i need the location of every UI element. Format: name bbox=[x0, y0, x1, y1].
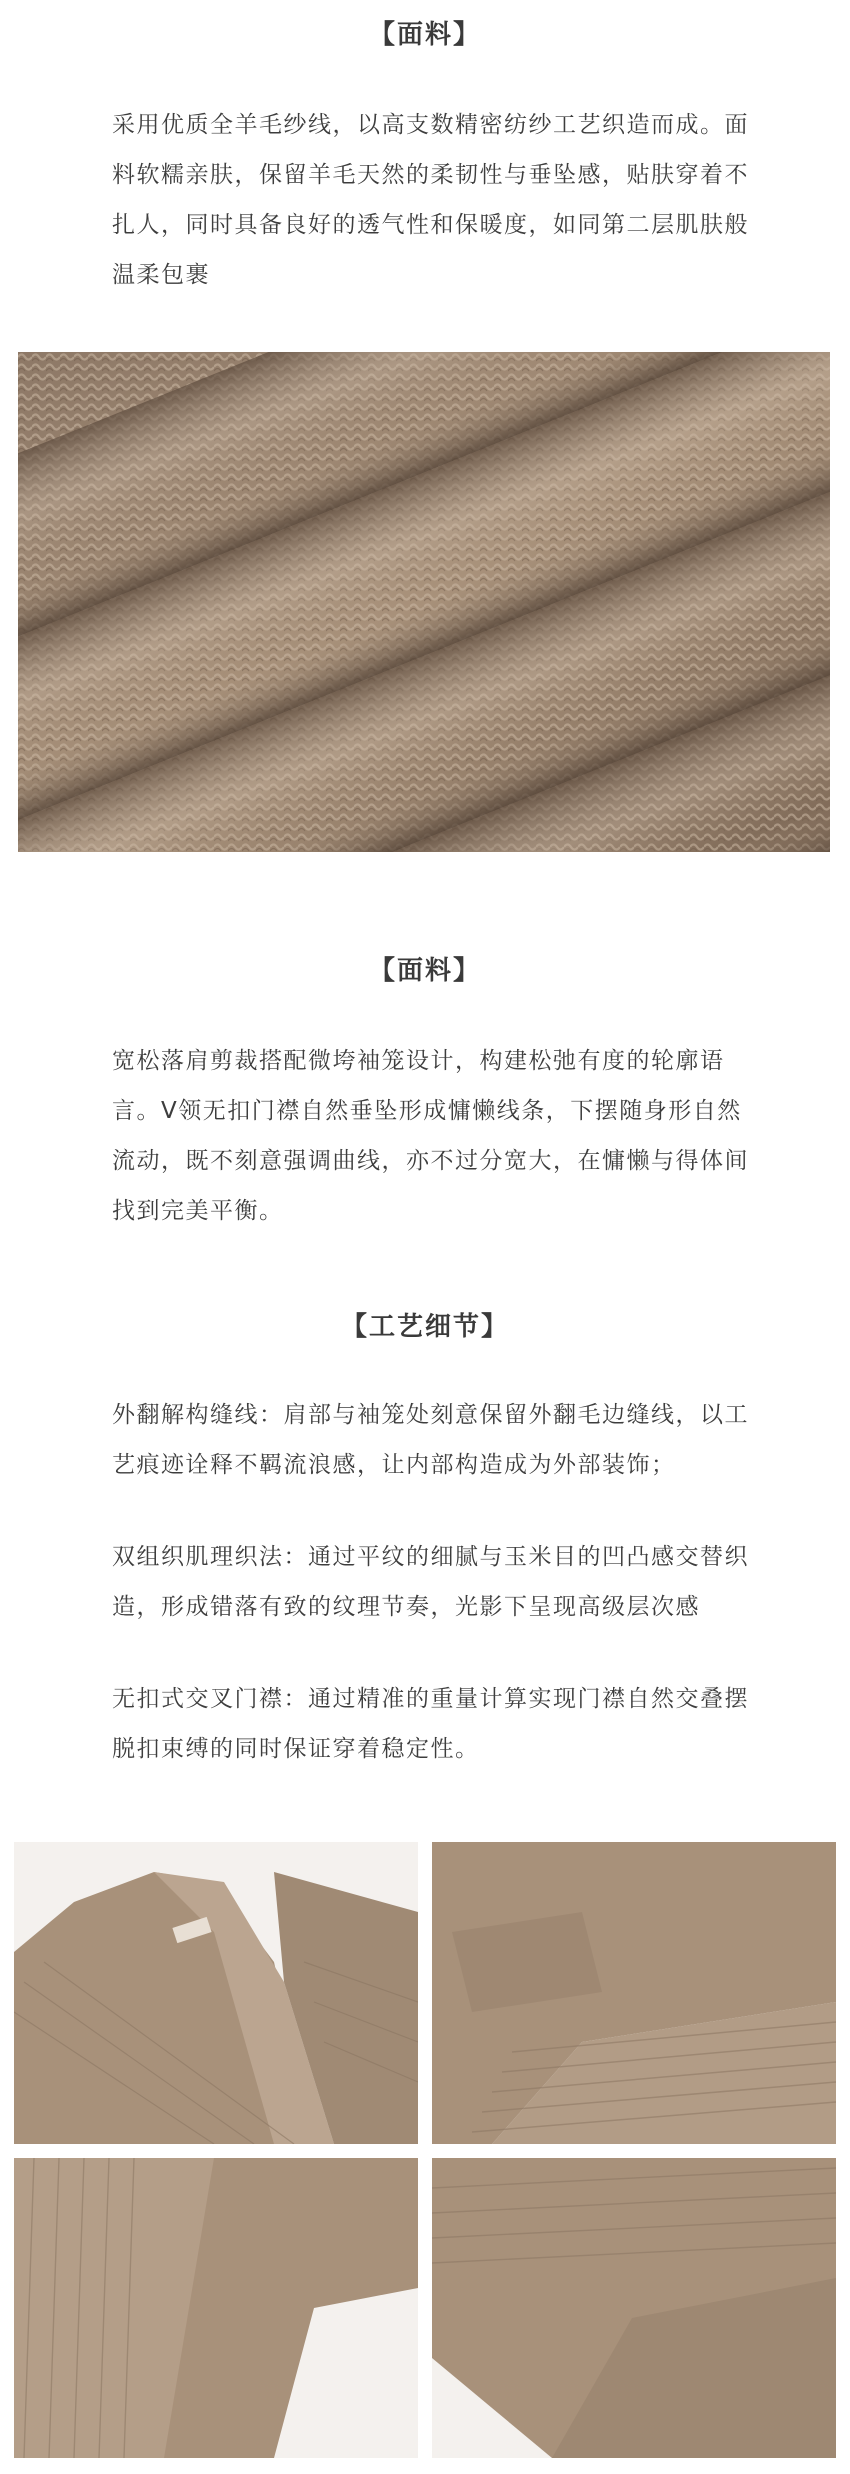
detail-photo-collar bbox=[14, 1842, 418, 2144]
section-heading-fabric: 【面料】 bbox=[368, 20, 481, 50]
craft-detail-seams bbox=[112, 1390, 752, 1490]
paragraph: 无扣式交叉门襟：通过精准的重量计算实现门襟自然交叠摆脱扣束缚的同时保证穿着稳定性。 bbox=[112, 1686, 749, 1762]
section-heading-fabric-2: 【面料】 bbox=[368, 956, 481, 986]
detail-photo-hem bbox=[432, 2158, 836, 2458]
paragraph: 采用优质全羊毛纱线，以高支数精密纺纱工艺织造而成。面料软糯亲肤，保留羊毛天然的柔韧性与垂坠感，贴肤穿着不扎人，同时具备良好的透气性和保暖度，如同第二层肌肤般温柔包裹 bbox=[112, 112, 749, 288]
paragraph: 双组织肌理织法：通过平纹的细腻与玉米目的凹凸感交替织造，形成错落有致的纹理节奏，光影下呈现高级层次感 bbox=[112, 1544, 749, 1620]
paragraph: 宽松落肩剪裁搭配微垮袖笼设计，构建松弛有度的轮廓语言。V领无扣门襟自然垂坠形成慵懒线条，下摆随身形自然流动，既不刻意强调曲线，亦不过分宽大，在慵懒与得体间找到完美平衡。 bbox=[112, 1048, 749, 1224]
fabric-description bbox=[112, 100, 752, 300]
craft-detail-weave bbox=[112, 1532, 752, 1632]
detail-photo-pocket bbox=[432, 1842, 836, 2144]
silhouette-description bbox=[112, 1036, 752, 1236]
detail-photo-sleeve bbox=[14, 2158, 418, 2458]
craft-detail-placket bbox=[112, 1674, 752, 1774]
section-heading-craft-details: 【工艺细节】 bbox=[340, 1312, 509, 1342]
paragraph: 外翻解构缝线：肩部与袖笼处刻意保留外翻毛边缝线，以工艺痕迹诠释不羁流浪感，让内部构造成为外部装饰； bbox=[112, 1402, 749, 1478]
knit-closeup-photo bbox=[18, 352, 830, 852]
